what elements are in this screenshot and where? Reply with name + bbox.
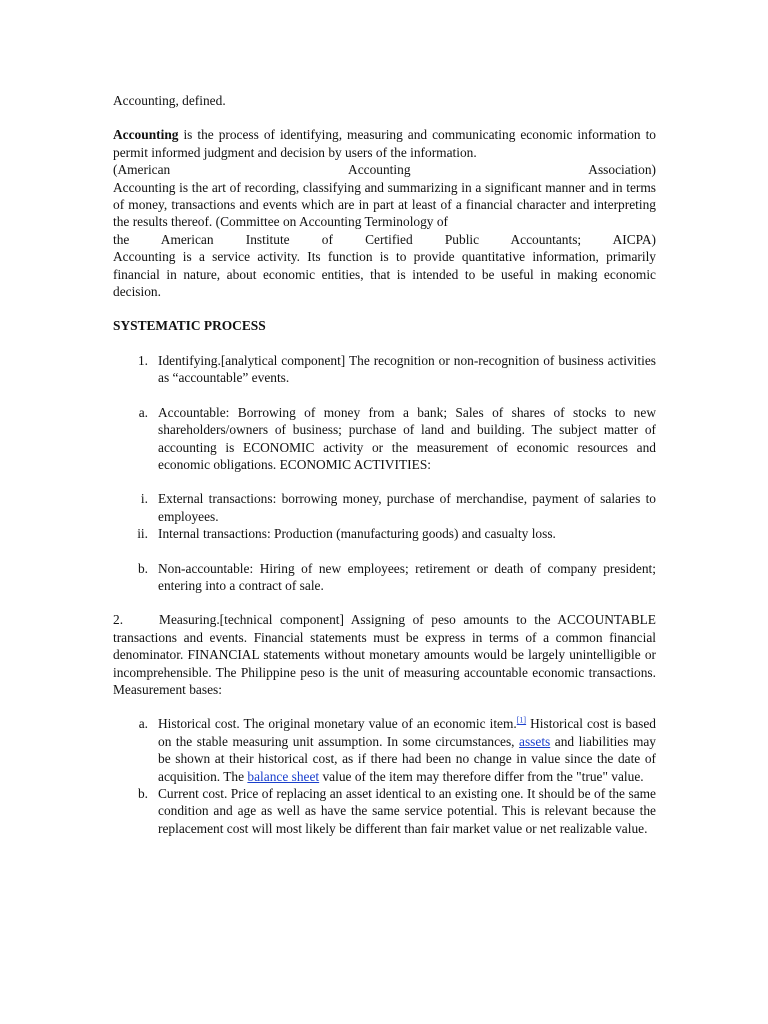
definition-paragraph-3: Accounting is a service activity. Its function is to provide quantitative information, primarily financial in nature, about economic entities, that is intended to be useful in making economic decision. (113, 249, 656, 300)
list-marker: b. (137, 560, 148, 576)
balance-sheet-link[interactable]: balance sheet (247, 768, 320, 784)
list-marker: b. (137, 786, 148, 801)
list-item-internal: ii. Internal transactions: Production (manufacturing goods) and casualty loss. (113, 525, 656, 542)
list-marker: i. (140, 491, 148, 507)
list-marker: 1. (137, 352, 148, 368)
list-item-accountable: a. Accountable: Borrowing of money from a bank; Sales of shares of stocks to new shareholders/owners of business; purchase of land and building. The subject matter of accounting is ECONOMIC activity or the measurement of economic resources and economic obligations. ECONOMIC ACTIVITIES: (113, 404, 656, 474)
definition-term: Accounting (113, 127, 179, 143)
document-body (113, 92, 656, 837)
list-item-non-accountable: b. Non-accountable: Hiring of new employees; retirement or death of company president; entering into a contract of sale. (113, 560, 656, 595)
list-item-historical-cost: a. Historical cost. The original monetary value of an economic item.[1] Historical cost is based on the stable measuring unit assumption. In some circumstances, assets and liabilities may be shown at their historical cost, as if there had been no change in value since the date of acquisition. The balance sheet value of the item may therefore differ from the "true" value. (113, 715, 656, 785)
list-item-current-cost: b. Current cost. Price of replacing an asset identical to an existing one. It should be of the same condition and age as well as have the same service potential. This is relevant because the replacement cost will most likely be different than fair market value or net realizable value. (113, 785, 656, 837)
list-marker: a. (138, 716, 148, 732)
section-heading: SYSTEMATIC PROCESS (113, 318, 266, 334)
definition-paragraph-2: Accounting is the art of recording, classifying and summarizing in a significant manner and in terms of money, transactions and events which are in part at least of a financial character and interpreting the results thereof. (Committee on Accounting Terminology of (113, 179, 656, 230)
definition-paragraph-1: Accounting is the process of identifying, measuring and communicating economic information to permit informed judgment and decision by users of the information. (113, 127, 656, 160)
list-marker: a. (138, 404, 148, 420)
list-marker: ii. (137, 526, 148, 542)
list-item-measuring: 2. Measuring.[technical component] Assigning of peso amounts to the ACCOUNTABLE transactions and events. Financial statements must be express in terms of a common financial denominator. FINANCIAL statements without monetary amounts would be largely unintelligible or incomprehensible. The Philippine peso is the unit of measuring accountable economic transactions. Measurement bases: (113, 612, 656, 697)
definition-source-1: (American Accounting Association) (113, 162, 656, 178)
list-item-identifying: 1. Identifying.[analytical component] The recognition or non-recognition of business activities as “accountable” events. (113, 352, 656, 387)
assets-link[interactable]: assets (519, 733, 551, 749)
list-item-external: i. External transactions: borrowing money, purchase of merchandise, payment of salaries to employees. (113, 490, 656, 525)
footnote-link[interactable]: [1] (516, 715, 527, 725)
document-title: Accounting, defined. (113, 93, 226, 108)
list-marker: 2. (113, 612, 124, 628)
definition-source-2: the American Institute of Certified Public Accountants; AICPA) (113, 231, 656, 247)
